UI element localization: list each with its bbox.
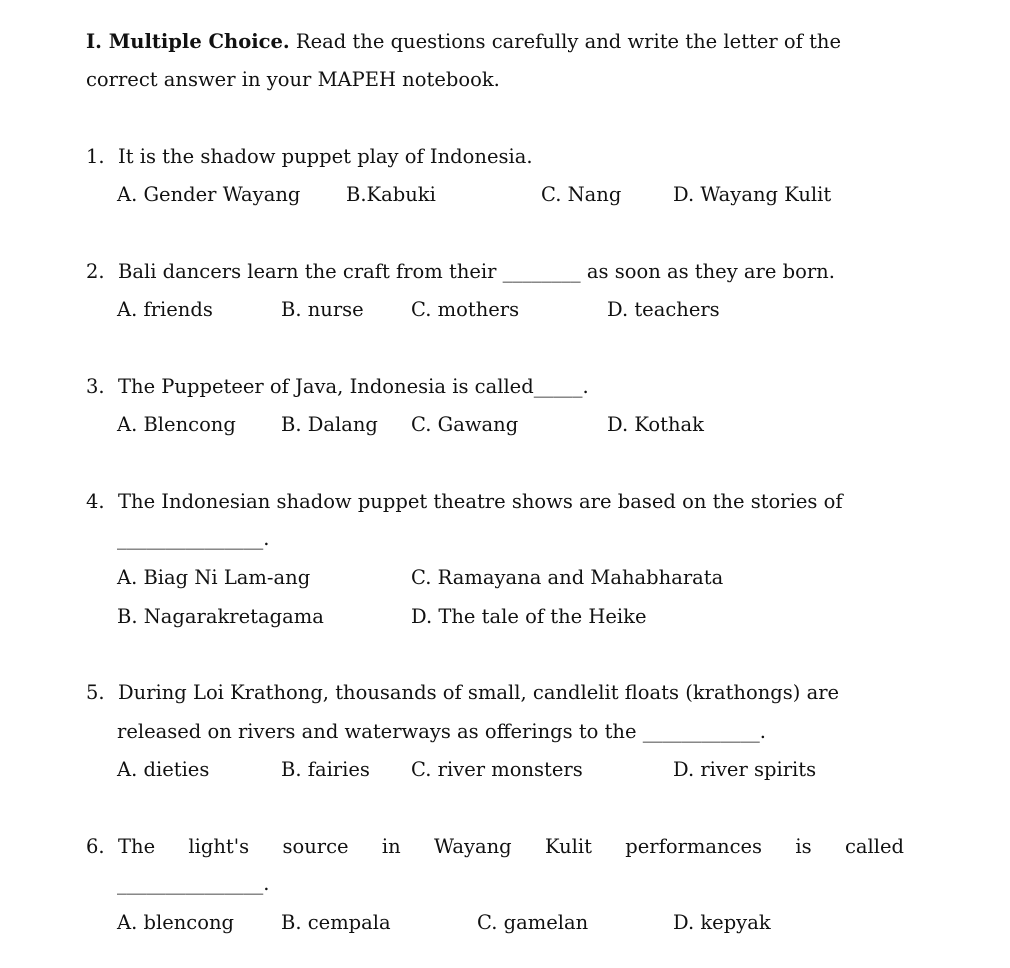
question-text: During Loi Krathong, thousands of small, candlelit floats (krathongs) are: [118, 681, 840, 704]
option-c: C. Nang: [541, 183, 622, 206]
section-heading: I. Multiple Choice.: [86, 30, 290, 53]
question-text: The Indonesian shadow puppet theatre shows are based on the stories of: [118, 490, 843, 513]
option-a: A. friends: [117, 298, 213, 321]
question-text: The Puppeteer of Java, Indonesia is called_____.: [118, 375, 589, 398]
question-text-continued: released on rivers and waterways as offerings to the ____________.: [117, 720, 766, 743]
question-number: 5.: [86, 681, 105, 704]
answer-blank: _______________.: [117, 527, 270, 550]
option-d: D. Wayang Kulit: [673, 183, 832, 206]
option-b: B. Nagarakretagama: [117, 605, 324, 628]
option-d: D. The tale of the Heike: [411, 605, 647, 628]
option-d: D. kepyak: [673, 911, 771, 934]
option-b: B.Kabuki: [346, 183, 436, 206]
option-b: B. fairies: [281, 758, 370, 781]
question-number: 4.: [86, 490, 105, 513]
instructions-text: Read the questions carefully and write the letter of the: [289, 30, 842, 53]
instructions-line-2: correct answer in your MAPEH notebook.: [86, 68, 500, 91]
option-a: A. Biag Ni Lam-ang: [117, 566, 311, 589]
option-b: B. Dalang: [281, 413, 378, 436]
question-text: It is the shadow puppet play of Indonesia.: [118, 145, 533, 168]
question-word: in: [381, 835, 401, 858]
option-a: A. Blencong: [117, 413, 236, 436]
instructions-line-1: [86, 30, 841, 54]
question-word: called: [844, 835, 904, 858]
option-a: A. blencong: [117, 911, 234, 934]
option-c: C. Gawang: [411, 413, 519, 436]
option-b: B. nurse: [281, 298, 364, 321]
question-number: 6.: [86, 835, 105, 858]
question-number: 3.: [86, 375, 105, 398]
option-b: B. cempala: [281, 911, 391, 934]
question-text: [118, 835, 904, 859]
question-word: Kulit: [544, 835, 592, 858]
option-c: C. river monsters: [411, 758, 583, 781]
question-text: Bali dancers learn the craft from their ________ as soon as they are born.: [118, 260, 835, 283]
option-a: A. Gender Wayang: [117, 183, 301, 206]
question-word: performances: [625, 835, 763, 858]
question-word: Wayang: [433, 835, 512, 858]
option-c: C. gamelan: [477, 911, 589, 934]
option-d: D. Kothak: [607, 413, 704, 436]
option-c: C. Ramayana and Mahabharata: [411, 566, 724, 589]
answer-blank: _______________.: [117, 872, 270, 895]
question-word: The: [118, 835, 156, 858]
option-a: A. dieties: [117, 758, 210, 781]
question-word: source: [282, 835, 349, 858]
question-number: 2.: [86, 260, 105, 283]
option-c: C. mothers: [411, 298, 520, 321]
question-number: 1.: [86, 145, 105, 168]
option-d: D. river spirits: [673, 758, 817, 781]
question-word: is: [795, 835, 812, 858]
question-word: light's: [188, 835, 250, 858]
option-d: D. teachers: [607, 298, 720, 321]
